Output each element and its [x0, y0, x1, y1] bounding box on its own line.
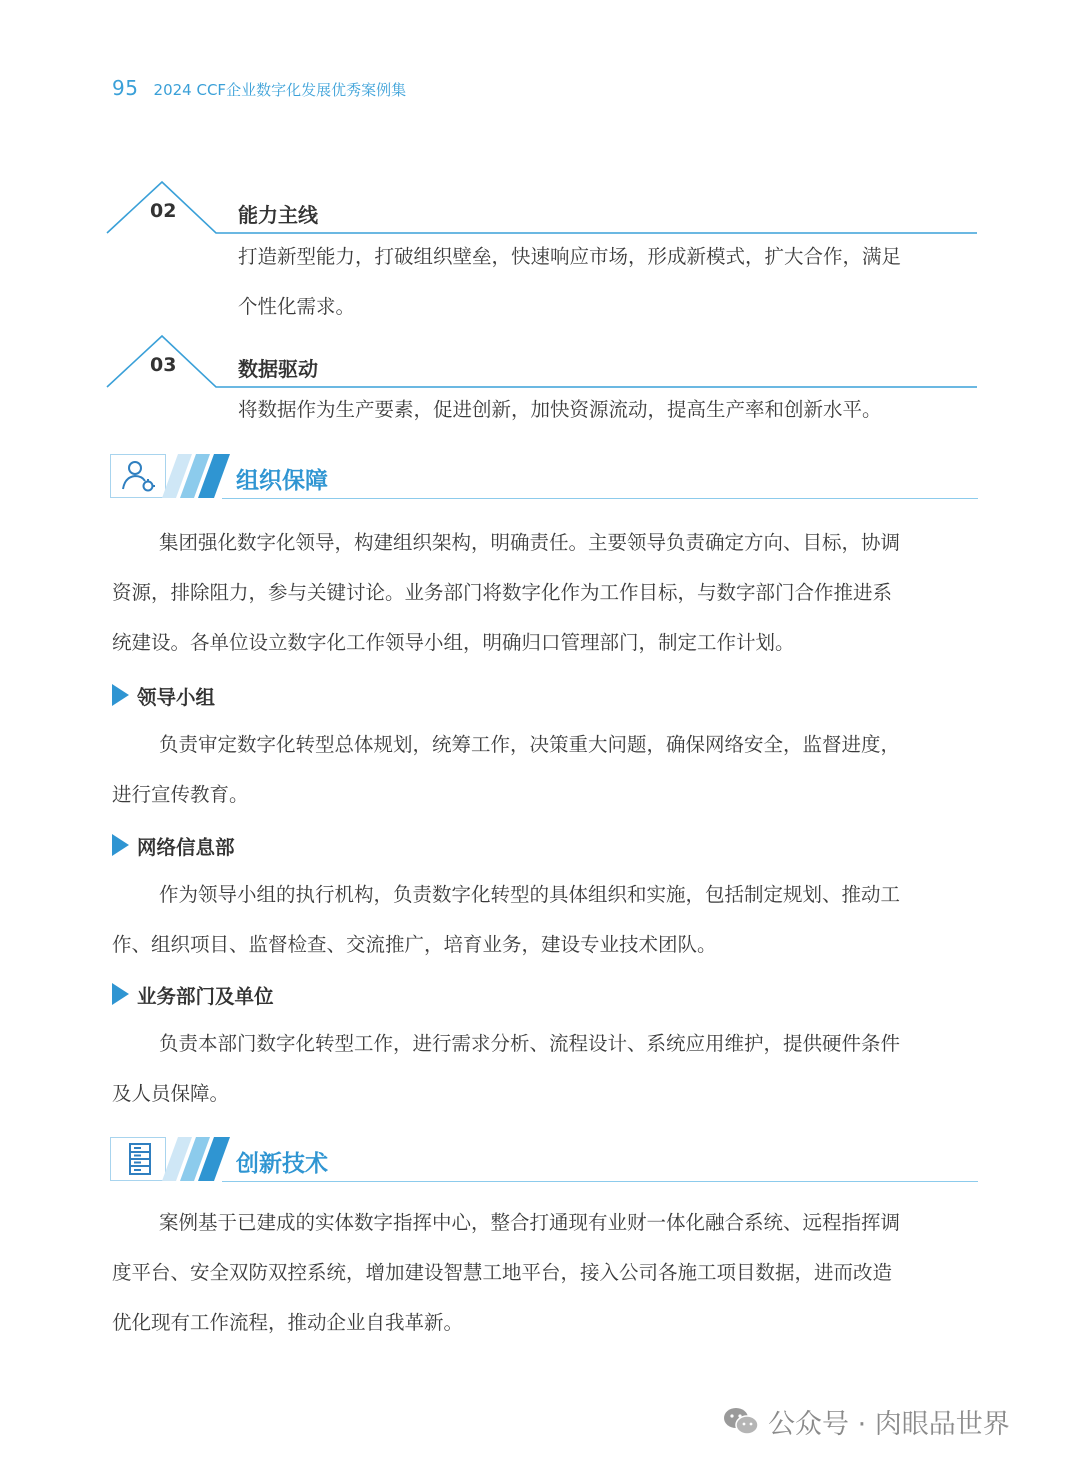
- text-line: 案例基于已建成的实体数字指挥中心，整合打通现有业财一体化融合系统、远程指挥调: [159, 1211, 901, 1234]
- item-number: 03: [150, 354, 177, 376]
- triangle-bullet-icon: [112, 983, 129, 1005]
- text-line: 进行宣传教育。: [112, 783, 249, 806]
- watermark-text: 公众号 · 肉眼品世界: [768, 1409, 1010, 1440]
- triangle-bullet-icon: [112, 684, 129, 706]
- book-title: 2024 CCF企业数字化发展优秀案例集: [153, 81, 407, 99]
- text-line: 优化现有工作流程，推动企业自我革新。: [112, 1311, 464, 1334]
- subheading-business-units: [112, 981, 274, 1009]
- org-intro: [112, 518, 900, 668]
- sub-body: [112, 870, 900, 970]
- sub-body: [112, 1019, 900, 1119]
- subheading-label: 网络信息部: [137, 836, 235, 859]
- item-body: [238, 385, 882, 435]
- subheading-label: 业务部门及单位: [137, 985, 274, 1008]
- text-line: 个性化需求。: [238, 295, 356, 318]
- numbered-heading-02: [106, 180, 978, 236]
- item-number: 02: [150, 200, 177, 222]
- section-title: 组织保障: [236, 468, 328, 494]
- section-title: 创新技术: [236, 1151, 328, 1177]
- peak-line-graphic: [106, 334, 978, 390]
- item-title: 数据驱动: [238, 357, 318, 381]
- item-body: [238, 232, 901, 332]
- text-line: 集团强化数字化领导，构建组织架构，明确责任。主要领导负责确定方向、目标，协调: [159, 531, 901, 554]
- text-line: 资源，排除阻力，参与关键讨论。业务部门将数字化作为工作目标，与数字部门合作推进系: [112, 581, 893, 604]
- subheading-leadership: [112, 682, 215, 710]
- text-line: 负责审定数字化转型总体规划，统筹工作，决策重大问题，确保网络安全，监督进度，: [159, 733, 901, 756]
- subheading-network-dept: [112, 832, 235, 860]
- text-line: 作为领导小组的执行机构，负责数字化转型的具体组织和实施，包括制定规划、推动工: [159, 883, 901, 906]
- section-underline: [222, 498, 978, 499]
- text-line: 将数据作为生产要素，促进创新，加快资源流动，提高生产率和创新水平。: [238, 398, 882, 421]
- text-line: 负责本部门数字化转型工作，进行需求分析、流程设计、系统应用维护，提供硬件条件: [159, 1032, 901, 1055]
- item-title: 能力主线: [238, 203, 318, 227]
- wechat-icon: [722, 1405, 760, 1444]
- watermark: [722, 1402, 1010, 1444]
- page-header: [112, 76, 406, 100]
- sub-body: [112, 720, 900, 820]
- server-rack-icon: [110, 1137, 166, 1181]
- tech-body: [112, 1198, 900, 1348]
- text-line: 统建设。各单位设立数字化工作领导小组，明确归口管理部门，制定工作计划。: [112, 631, 795, 654]
- section-heading-tech: [110, 1137, 978, 1185]
- text-line: 打造新型能力，打破组织壁垒，快速响应市场，形成新模式，扩大合作，满足: [238, 245, 902, 268]
- text-line: 作、组织项目、监督检查、交流推广，培育业务，建设专业技术团队。: [112, 933, 717, 956]
- text-line: 度平台、安全双防双控系统，增加建设智慧工地平台，接入公司各施工项目数据，进而改造: [112, 1261, 893, 1284]
- person-gear-icon: [110, 454, 166, 498]
- decorative-stripes: [162, 454, 232, 498]
- section-underline: [222, 1181, 978, 1182]
- peak-line-graphic: [106, 180, 978, 236]
- text-line: 及人员保障。: [112, 1082, 230, 1105]
- subheading-label: 领导小组: [137, 686, 216, 709]
- decorative-stripes: [162, 1137, 232, 1181]
- numbered-heading-03: [106, 334, 978, 390]
- triangle-bullet-icon: [112, 834, 129, 856]
- page-number: 95: [112, 76, 139, 100]
- section-heading-org: [110, 454, 978, 502]
